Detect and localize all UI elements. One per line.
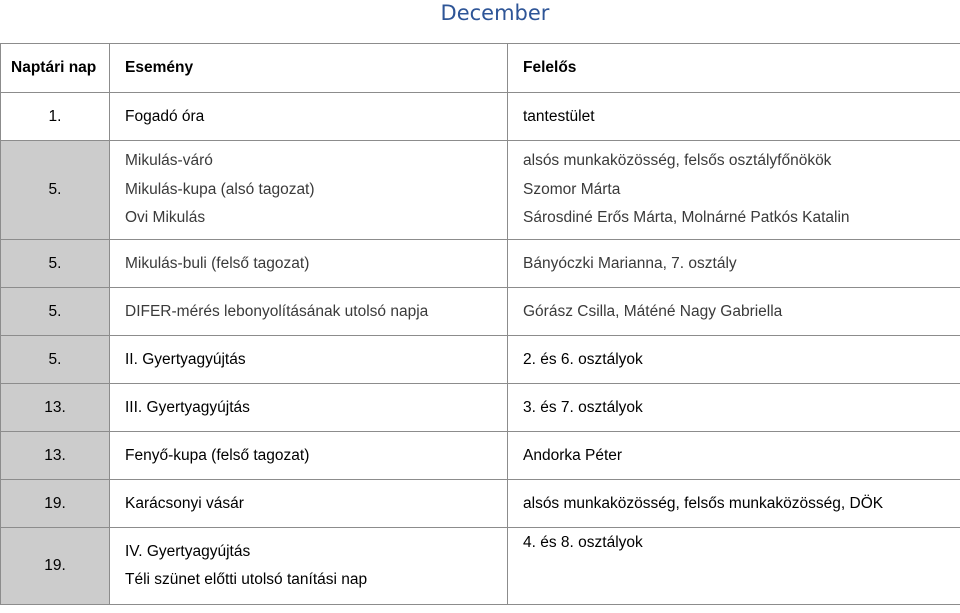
- event-line: Mikulás-váró: [125, 152, 213, 170]
- responsible-cell: Andorka Péter: [508, 432, 960, 480]
- table-row: [1, 336, 960, 384]
- responsible-cell: 3. és 7. osztályok: [508, 384, 960, 432]
- table-row: [1, 432, 960, 480]
- event-cell: II. Gyertyagyújtás: [110, 336, 508, 384]
- event-line: IV. Gyertyagyújtás: [125, 543, 251, 560]
- responsible-line: Sárosdiné Erős Márta, Molnárné Patkós Katalin: [523, 209, 850, 227]
- event-cell: [110, 528, 508, 605]
- page-title: December: [440, 1, 550, 25]
- event-line: Mikulás-kupa (alsó tagozat): [125, 180, 315, 198]
- table-row: [1, 141, 960, 240]
- day-cell: 5.: [1, 141, 110, 240]
- table-row: [1, 528, 960, 605]
- header-event: Esemény: [110, 44, 508, 93]
- table-row: [1, 384, 960, 432]
- event-cell: Fogadó óra: [110, 93, 508, 141]
- responsible-cell: Górász Csilla, Máténé Nagy Gabriella: [508, 288, 960, 336]
- event-line: Téli szünet előtti utolsó tanítási nap: [125, 571, 368, 588]
- responsible-cell: tantestület: [508, 93, 960, 141]
- day-cell: 5.: [1, 240, 110, 288]
- responsible-cell: Bányóczki Marianna, 7. osztály: [508, 240, 960, 288]
- event-cell: DIFER-mérés lebonyolításának utolsó napja: [110, 288, 508, 336]
- event-cell: Karácsonyi vásár: [110, 480, 508, 528]
- event-cell: III. Gyertyagyújtás: [110, 384, 508, 432]
- event-cell: [110, 141, 508, 240]
- event-cell: Mikulás-buli (felső tagozat): [110, 240, 508, 288]
- responsible-line: Szomor Márta: [523, 180, 621, 198]
- responsible-cell: alsós munkaközösség, felsős munkaközösség, DÖK: [508, 480, 960, 528]
- schedule-table: [0, 43, 960, 605]
- header-row: [1, 44, 960, 93]
- event-line: Ovi Mikulás: [125, 209, 206, 227]
- day-cell: 19.: [1, 480, 110, 528]
- table-row: [1, 240, 960, 288]
- responsible-line: alsós munkaközösség, felsős osztályfőnökök: [523, 152, 832, 170]
- header-responsible: Felelős: [508, 44, 960, 93]
- day-cell: 19.: [1, 528, 110, 605]
- event-cell: Fenyő-kupa (felső tagozat): [110, 432, 508, 480]
- table-row: [1, 480, 960, 528]
- responsible-cell: 2. és 6. osztályok: [508, 336, 960, 384]
- header-day: Naptári nap: [1, 44, 110, 93]
- table-row: [1, 93, 960, 141]
- responsible-cell: [508, 141, 960, 240]
- day-cell: 5.: [1, 288, 110, 336]
- day-cell: 13.: [1, 432, 110, 480]
- responsible-cell: 4. és 8. osztályok: [508, 528, 960, 605]
- day-cell: 5.: [1, 336, 110, 384]
- day-cell: 13.: [1, 384, 110, 432]
- table-row: [1, 288, 960, 336]
- day-cell: 1.: [1, 93, 110, 141]
